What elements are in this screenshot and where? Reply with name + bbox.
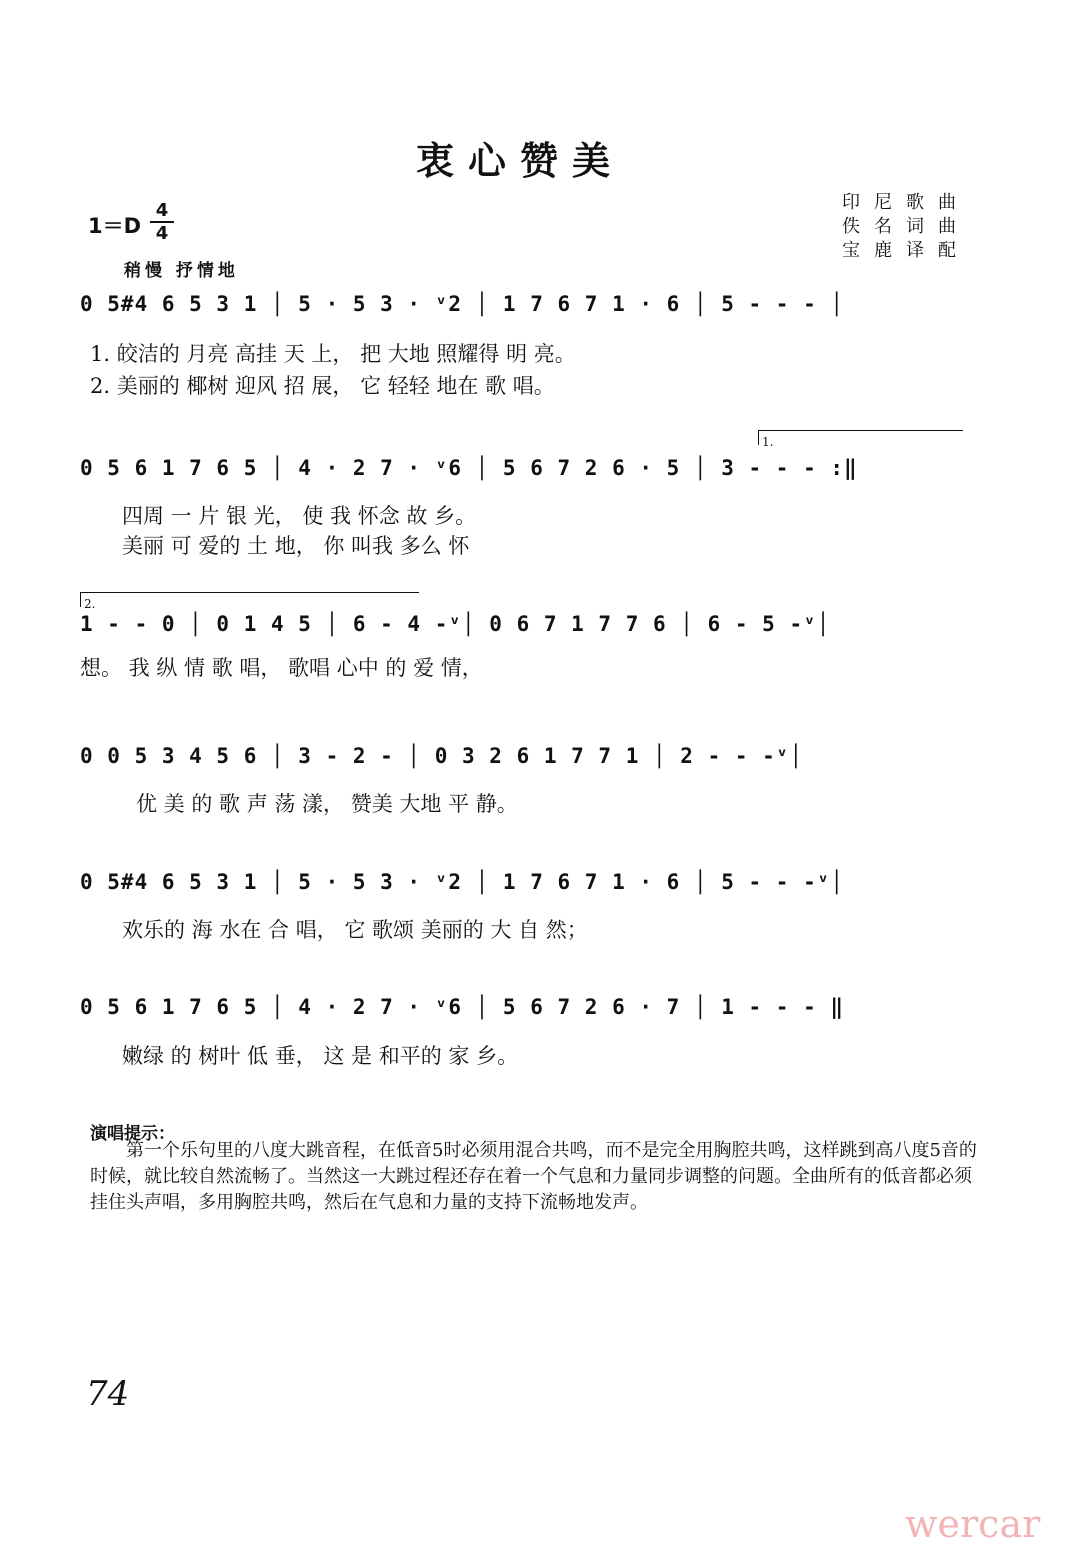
- lyric-row-1-verse-2: 2. 美丽的 椰树 迎风 招 展， 它 轻轻 地在 歌 唱。: [90, 374, 555, 398]
- key-signature: 1＝D: [88, 214, 142, 238]
- volta-bracket-second: [80, 592, 419, 611]
- notation-row-5: 0 5#4 6 5 3 1 │ 5 · 5 3 · ᵛ2 │ 1 7 6 7 1 · 6 │ 5 - - -ᵛ│: [80, 870, 845, 894]
- time-signature-bottom: 4: [150, 221, 174, 244]
- watermark: wercar: [905, 1502, 1041, 1546]
- lyric-row-1-verse-1: 1. 皎洁的 月亮 高挂 天 上， 把 大地 照耀得 明 亮。: [90, 342, 576, 366]
- page-number: 74: [86, 1374, 130, 1414]
- notation-row-4: 0 0 5 3 4 5 6 │ 3 - 2 - │ 0 3 2 6 1 7 7 1 │ 2 - - -ᵛ│: [80, 744, 804, 768]
- notation-row-1: 0 5#4 6 5 3 1 │ 5 · 5 3 · ᵛ2 │ 1 7 6 7 1 · 6 │ 5 - - - │: [80, 292, 845, 316]
- tempo-marking: 稍慢 抒情地: [124, 261, 239, 281]
- song-title: 衷心赞美: [415, 138, 624, 183]
- notation-row-6: 0 5 6 1 7 6 5 │ 4 · 2 7 · ᵛ6 │ 5 6 7 2 6 · 7 │ 1 - - - ‖: [80, 995, 845, 1019]
- time-signature-top: 4: [155, 200, 169, 221]
- lyric-row-4: 优 美 的 歌 声 荡 漾， 赞美 大地 平 静。: [136, 792, 518, 816]
- time-signature: [150, 200, 174, 244]
- credit-lyricist: 佚名词曲: [842, 216, 970, 237]
- volta-first-label: 1.: [762, 435, 774, 449]
- lyric-row-5: 欢乐的 海 水在 合 唱， 它 歌颂 美丽的 大 自 然；: [122, 918, 588, 942]
- credit-origin: 印尼歌曲: [842, 192, 970, 213]
- performance-notes-heading: 演唱提示：: [90, 1124, 175, 1144]
- volta-bracket-first: [758, 430, 963, 449]
- performance-notes-text: 第一个乐句里的八度大跳音程，在低音5时必须用混合共鸣，而不是完全用胸腔共鸣，这样跳到高八度5音的时候，就比较自然流畅了。当然这一大跳过程还存在着一个气息和力量同步调整的问题。全曲所有的低音都必须挂住头声唱，多用胸腔共鸣，然后在气息和力量的支持下流畅地发声。: [90, 1140, 977, 1213]
- lyric-row-3: 想。 我 纵 情 歌 唱， 歌唱 心中 的 爱 情，: [80, 656, 483, 680]
- notation-row-2: 0 5 6 1 7 6 5 │ 4 · 2 7 · ᵛ6 │ 5 6 7 2 6 · 5 │ 3 - - - :‖: [80, 456, 858, 480]
- notation-row-3: 1 - - 0 │ 0 1 4 5 │ 6 - 4 -ᵛ│ 0 6 7 1 7 7 6 │ 6 - 5 -ᵛ│: [80, 612, 831, 636]
- lyric-row-2-verse-2: 美丽 可 爱的 土 地， 你 叫我 多么 怀: [122, 534, 470, 558]
- lyric-row-6: 嫩绿 的 树叶 低 垂， 这 是 和平的 家 乡。: [122, 1044, 519, 1068]
- lyric-row-2-verse-1: 四周 一 片 银 光， 使 我 怀念 故 乡。: [122, 504, 477, 528]
- credit-translator: 宝鹿译配: [842, 240, 970, 261]
- volta-second-label: 2.: [84, 597, 96, 611]
